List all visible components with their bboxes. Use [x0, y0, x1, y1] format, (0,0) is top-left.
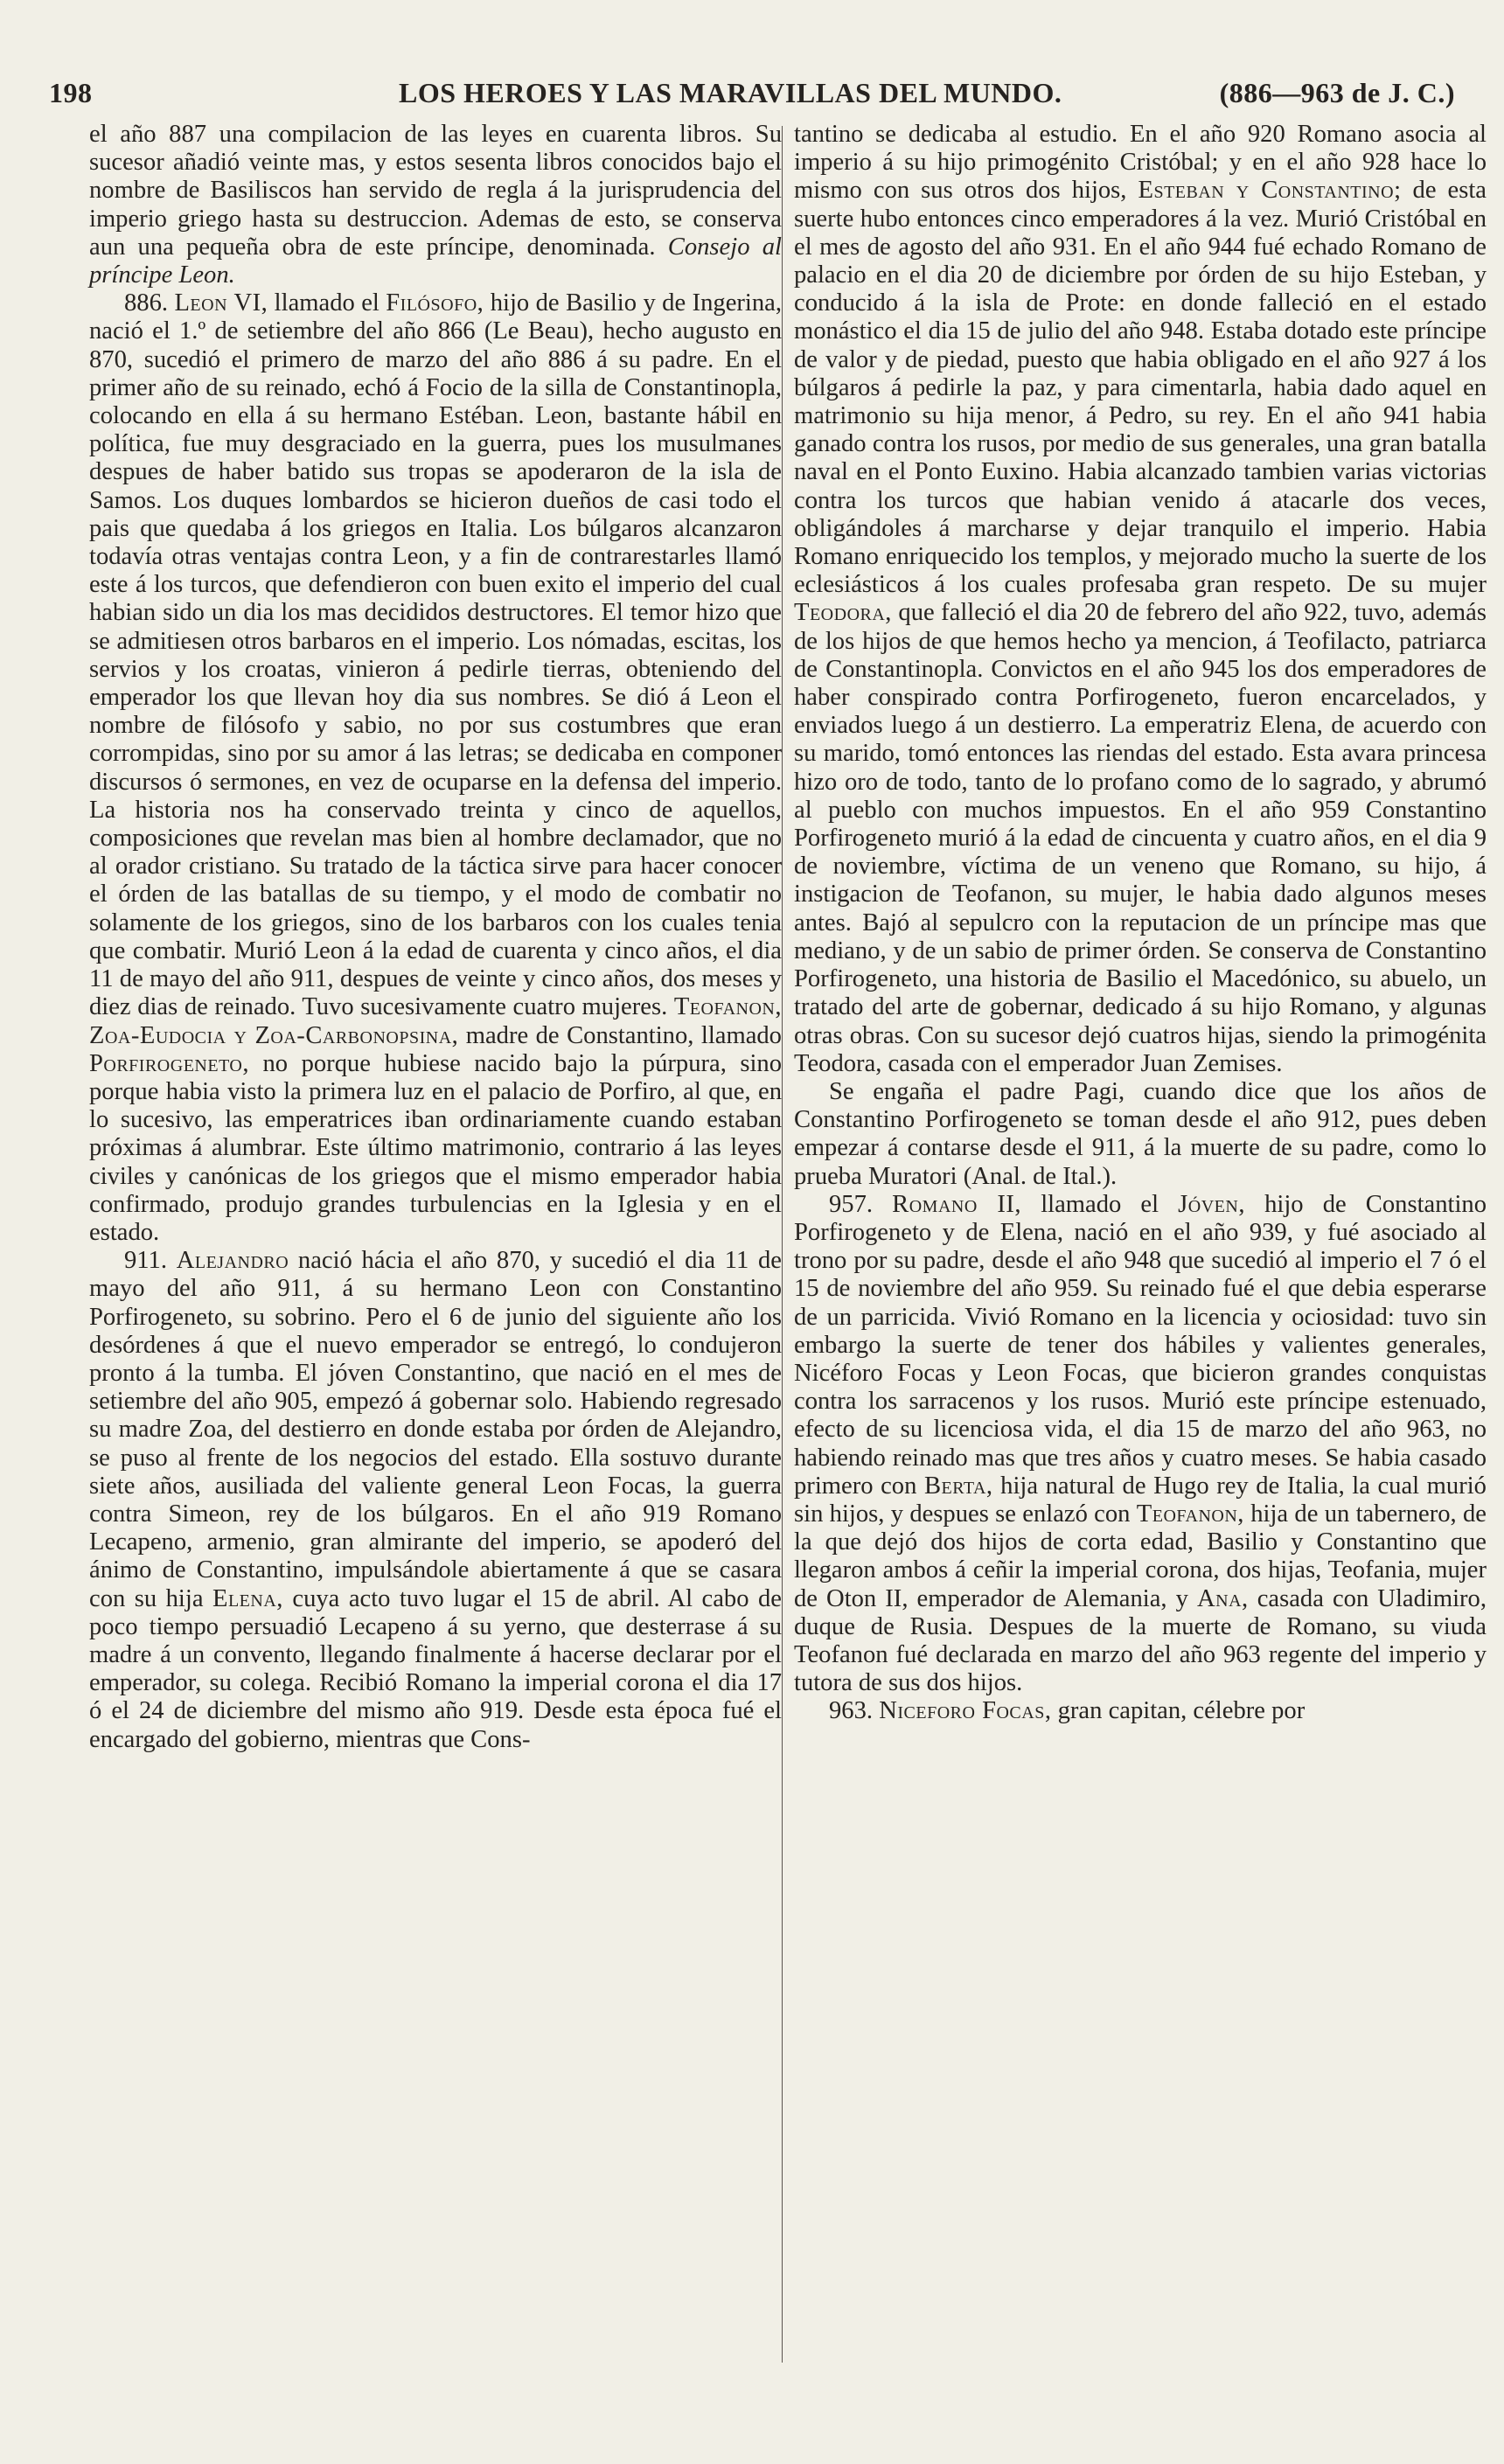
work-title: Consejo al príncipe Leon.	[89, 233, 782, 289]
person-name: Ana,	[1196, 1584, 1249, 1612]
paragraph-text: no porque hubiese nacido bajo la púrpura, sino porque habia visto la primera luz en el palacio de Porfiro, al que, en lo sucesivo, las emperatrices iban ordinariamente cuando estaban próximas á alumbrar. Este último matrimonio, contrario á las leyes civiles y canónicas de los griegos que el mismo emperador habia confirmado, produjo grandes turbulencias en la Iglesia y en el estado.	[89, 1049, 782, 1246]
person-name: Elena,	[212, 1584, 283, 1612]
right-column	[794, 121, 1487, 1726]
paragraph-text: hija de un tabernero, de la que dejó dos hijos de corta edad, Basilio y Constantino que llegaron ambos á ceñir la imperial corona, dos hijas, Teofania, mujer de Oton II, emperador de Alemania, y	[794, 1500, 1487, 1612]
person-name: Esteban y Constantino;	[1138, 177, 1402, 205]
entry-number: 911.	[124, 1247, 167, 1275]
person-name: Berta,	[923, 1472, 993, 1500]
paragraph-text: casada con Uladimiro, duque de Rusia. Despues de la muerte de Romano, su viuda Teofanon fué declarada en marzo del año 963 regente del imperio y tutora de sus dos hijos.	[794, 1584, 1487, 1697]
paragraph-niceforo	[794, 1697, 1487, 1725]
paragraph-text: hijo de Constantino Porfirogeneto y de Elena, nació en el año 939, y fué asociado al trono por su padre, desde el año 948 que sucedió al imperio el 7 ó el 15 de noviembre del año 959. Su reinado fué el que debia esperarse de un parricida. Vivió Romano en la licencia y ociosidad: tuvo sin embargo la suerte de tener dos hábiles y valientes generales, Nicéforo Focas y Leon Focas, que bicieron grandes conquistas contra los sarracenos y los rusos. Murió este príncipe estenuado, efecto de su licenciosa vida, el dia 15 de marzo del año 963, no habiendo reinado mas que tres años y cuatro meses. Se habia casado primero con	[794, 1190, 1487, 1500]
paragraph-text: nació hácia el año 870, y sucedió el dia 11 de mayo del año 911, á su hermano Leon con Constantino Porfirogeneto, su sobrino. Pero el 6 de junio del siguiente año los desórdenes á que el nuevo emperador se entregó, lo condujeron pronto á la tumba. El jóven Constantino, que nació en el mes de setiembre del año 905, empezó á gobernar solo. Habiendo regresado su madre Zoa, del destierro en donde estaba por órden de Alejandro, se puso al frente de los negocios del estado. Ella sostuvo durante siete años, ausiliada del valiente general Leon Focas, la guerra contra Simeon, rey de los búlgaros. En el año 919 Romano Lecapeno, armenio, gran almirante del imperio, se apoderó del ánimo de Constantino, impulsándole abiertamente á que se casara con su hija	[89, 1247, 782, 1612]
paragraph-romano-ii	[794, 1191, 1487, 1698]
person-name: Teofanon,	[1136, 1500, 1244, 1528]
paragraph-leyes	[89, 121, 782, 289]
column-divider	[782, 126, 783, 2363]
paragraph-pagi	[794, 1078, 1487, 1191]
paragraph-text: Se engaña el padre Pagi, cuando dice que los años de Constantino Porfirogeneto se toman desde el año 912, pues deben empezar á contarse desde el 911, á la muerte de su padre, como lo prueba Muratori (Anal. de Ital.).	[794, 1077, 1487, 1190]
paragraph-text: hija natural de Hugo rey de Italia, la cual murió sin hijos, y despues se enlazó con	[794, 1472, 1487, 1528]
paragraph-alejandro	[89, 1247, 782, 1754]
entry-name: Romano II,	[892, 1190, 1022, 1218]
paragraph-text: cuya acto tuvo lugar el 15 de abril. Al cabo de poco tiempo persuadió Lecapeno á su yerno, que desterrase á su madre á un convento, llegando finalmente á hacerse declarar por el emperador, su colega. Recibió Romano la imperial corona el dia 17 ó el 24 de diciembre del mismo año 919. Desde esta época fué el encargado del gobierno, mientras que Cons-	[89, 1584, 782, 1753]
date-range: (886—963 de J. C.)	[1219, 77, 1455, 108]
book-title: LOS HEROES Y LAS MARAVILLAS DEL MUNDO.	[399, 77, 1062, 108]
entry-number: 963.	[829, 1697, 874, 1725]
paragraph-text: llamado el	[268, 289, 386, 317]
entry-number: 957.	[829, 1190, 874, 1218]
entry-name: Alejandro	[176, 1247, 289, 1275]
paragraph-text: el año 887 una compilacion de las leyes en cuarenta libros. Su sucesor añadió veinte mas, y estos sesenta libros conocidos bajo el nombre de Basiliscos han servido de regla á la jurisprudencia del imperio griego hasta su destruccion. Ademas de esto, se conserva aun una pequeña obra de este príncipe, denominada.	[89, 121, 782, 261]
paragraph-romano-i	[794, 121, 1487, 1078]
epithet: Jóven,	[1178, 1190, 1245, 1218]
paragraph-text: gran capitan, célebre por	[1051, 1697, 1306, 1725]
person-name: Teodora,	[794, 599, 892, 627]
page-number: 198	[49, 77, 93, 108]
epithet: Porfirogeneto,	[89, 1049, 250, 1077]
running-header	[49, 77, 1455, 122]
left-column	[89, 121, 782, 1754]
entry-number: 886.	[124, 289, 169, 317]
paragraph-text: de esta suerte hubo entonces cinco emperadores á la vez. Murió Cristóbal en el mes de agosto del año 931. En el año 944 fué echado Romano de palacio en el dia 20 de diciembre por órden de su hijo Esteban, y conducido á la isla de Prote: en donde falleció en el estado monástico el dia 15 de julio del año 948. Estaba dotado este príncipe de valor y de piedad, puesto que habia obligado en el año 927 á los búlgaros á pedirle la paz, y para cimentarla, habia dado aquel en matrimonio su hija menor, á Pedro, su rey. En el año 941 habia ganado contra los rusos, por medio de sus generales, una gran batalla naval en el Ponto Euxino. Habia alcanzado tambien varias victorias contra los turcos que habian venido á atacarle dos veces, obligándoles á marcharse y dejar tranquilo el imperio. Habia Romano enriquecido los templos, y mejorado mucho la suerte de los eclesiásticos á los cuales profesaba gran respeto. De su mujer	[794, 177, 1487, 599]
paragraph-text: hijo de Basilio y de Ingerina, nació el 1.º de setiembre del año 866 (Le Beau), hecho augusto en 870, sucedió el primero de marzo del año 886 á su padre. En el primer año de su reinado, echó á Focio de la silla de Constantinopla, colocando en ella á su hermano Estéban. Leon, bastante hábil en política, fue muy desgraciado en la guerra, pues los musulmanes despues de haber batido sus tropas se apoderaron de la isla de Samos. Los duques lombardos se hicieron dueños de casi todo el pais que quedaba á los griegos en Italia. Los búlgaros alcanzaron todavía otras ventajas contra Leon, y a fin de contrarestarles llamó este á los turcos, que defendieron con buen exito el imperio del cual habian sido un dia los mas decididos destructores. El temor hizo que se admitiesen otros barbaros en el imperio. Los nómadas, escitas, los servios y los croatas, vinieron á pedirle tierras, obteniendo del emperador los que llevan hoy dia sus nombres. Se dió á Leon el nombre de filósofo y sabio, no por sus costumbres que eran corrompidas, sino por su amor á las letras; se dedicaba en componer discursos ó sermones, en vez de ocuparse en la defensa del imperio. La historia nos ha conservado treinta y cinco de aquellos, composiciones que revelan mas bien al hombre declamador, que no al orador cristiano. Su tratado de la táctica sirve para hacer conocer el órden de las batallas de su tiempo, y el modo de combatir no solamente de los griegos, sino de los barbaros con los cuales tenia que combatir. Murió Leon á la edad de cuarenta y cinco años, el dia 11 de mayo del año 911, despues de veinte y cinco años, dos meses y diez dias de reinado. Tuvo sucesivamente cuatro mujeres.	[89, 289, 783, 1021]
epithet: Filósofo,	[386, 289, 484, 317]
paragraph-text: tantino se dedicaba al estudio. En el año 920 Romano asocia al imperio á su hijo primogénito Cristóbal; y en el año 928 hace lo mismo con sus otros dos hijos,	[794, 121, 1487, 205]
entry-name: Niceforo Focas,	[879, 1697, 1052, 1725]
paragraph-text: llamado el	[1021, 1190, 1179, 1218]
paragraph-leon-vi	[89, 289, 782, 1247]
paragraph-text: madre de Constantino, llamado	[458, 1021, 782, 1049]
wives-names: Teofanon, Zoa-Eudocia y Zoa-Carbonopsina,	[89, 993, 782, 1049]
paragraph-text: que falleció el dia 20 de febrero del año 922, tuvo, además de los hijos de que hemos hecho ya mencion, á Teofilacto, patriarca de Constantinopla. Convictos en el año 945 los dos emperadores de haber conspirado contra Porfirogeneto, fueron encarcelados, y enviados luego á un destierro. La emperatriz Elena, de acuerdo con su marido, tomó entonces las riendas del estado. Esta avara princesa hizo oro de todo, tanto de lo profano como de lo sagrado, y abrumó al pueblo con muchos impuestos. En el año 959 Constantino Porfirogeneto murió á la edad de cincuenta y cuatro años, en el dia 9 de noviembre, víctima de un veneno que Romano, su hijo, á instigacion de Teofanon, su mujer, le habia dado algunos meses antes. Bajó al sepulcro con la reputacion de un príncipe mas que mediano, y de un sabio de primer órden. Se conserva de Constantino Porfirogeneto, una historia de Basilio el Macedónico, su abuelo, un tratado del arte de gobernar, dedicado á su hijo Romano, y algunas otras obras. Con su sucesor dejó cuatros hijas, siendo la primogénita Teodora, casada con el emperador Juan Zemises.	[794, 599, 1487, 1077]
entry-name: Leon VI,	[174, 289, 268, 317]
